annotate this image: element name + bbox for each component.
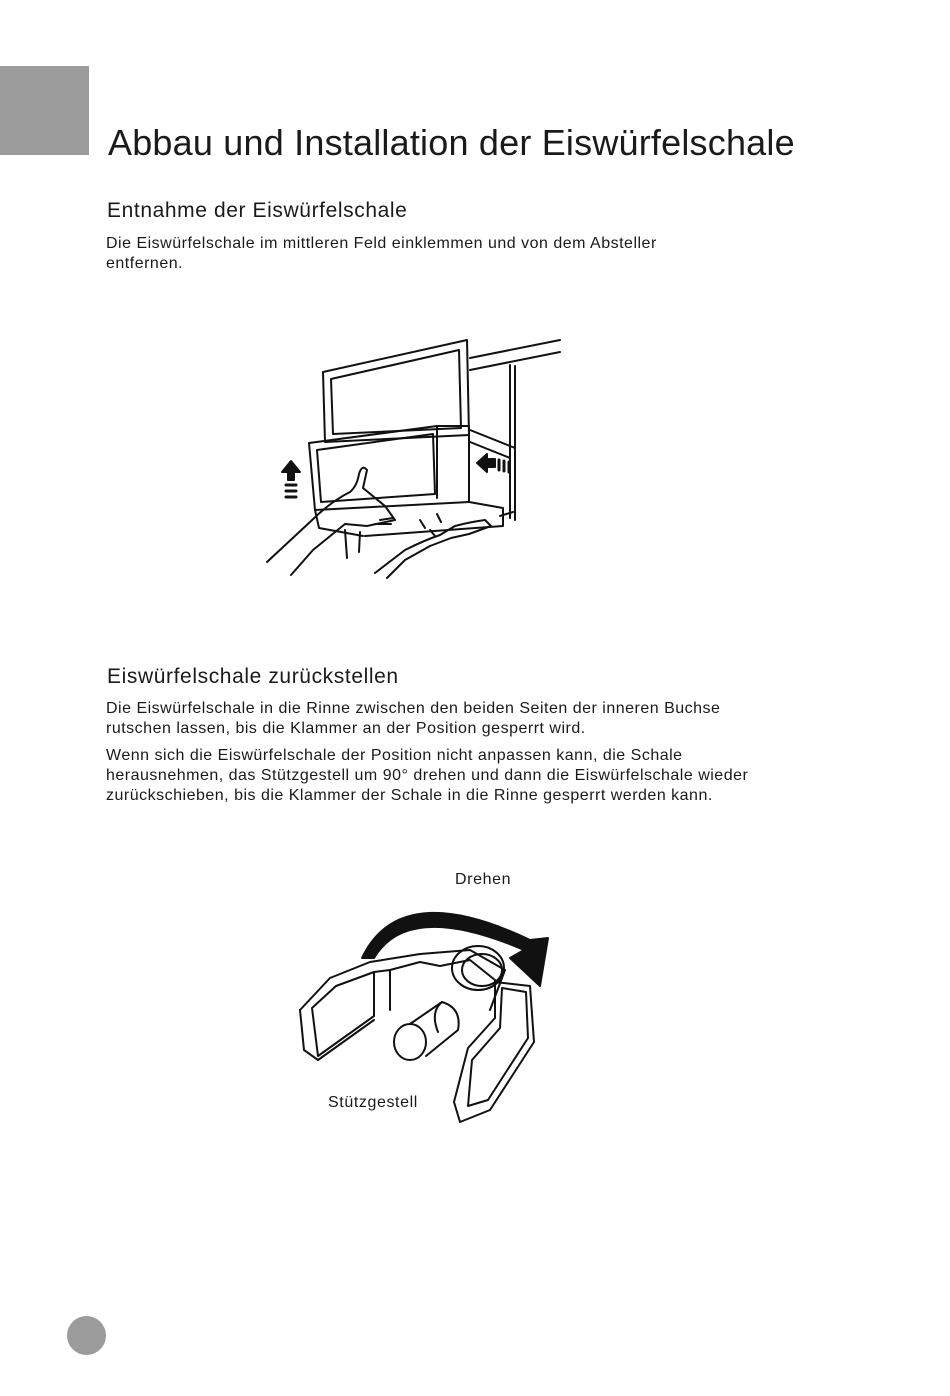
text-line: Wenn sich die Eiswürfelschale der Position nicht anpassen kann, die Schale: [106, 747, 683, 764]
text-line: entfernen.: [106, 255, 184, 272]
text-line: Die Eiswürfelschale im mittleren Feld einklemmen und von dem Absteller: [106, 235, 657, 252]
text-line: Die Eiswürfelschale in die Rinne zwischen den beiden Seiten der inneren Buchse: [106, 700, 721, 717]
page-number-dot: [67, 1316, 106, 1355]
section-removal-text: [106, 234, 846, 274]
text-line: rutschen lassen, bis die Klammer an der Position gesperrt wird.: [106, 720, 586, 737]
rotate-label: Drehen: [455, 871, 512, 888]
section-reinstall-text-1: [106, 699, 846, 739]
text-line: herausnehmen, das Stützgestell um 90° drehen und dann die Eiswürfelschale wieder: [106, 767, 749, 784]
section-heading-reinstall: Eiswürfelschale zurückstellen: [107, 665, 399, 688]
text-line: zurückschieben, bis die Klammer der Schale in die Rinne gesperrt werden kann.: [106, 787, 713, 804]
page-title: Abbau und Installation der Eiswürfelschale: [108, 122, 795, 163]
section-reinstall-text-2: [106, 746, 846, 806]
ice-tray-removal-illustration: [255, 330, 575, 580]
section-heading-removal: Entnahme der Eiswürfelschale: [107, 199, 408, 222]
support-rack-label: Stützgestell: [328, 1094, 418, 1111]
side-tab-marker: [0, 66, 89, 155]
